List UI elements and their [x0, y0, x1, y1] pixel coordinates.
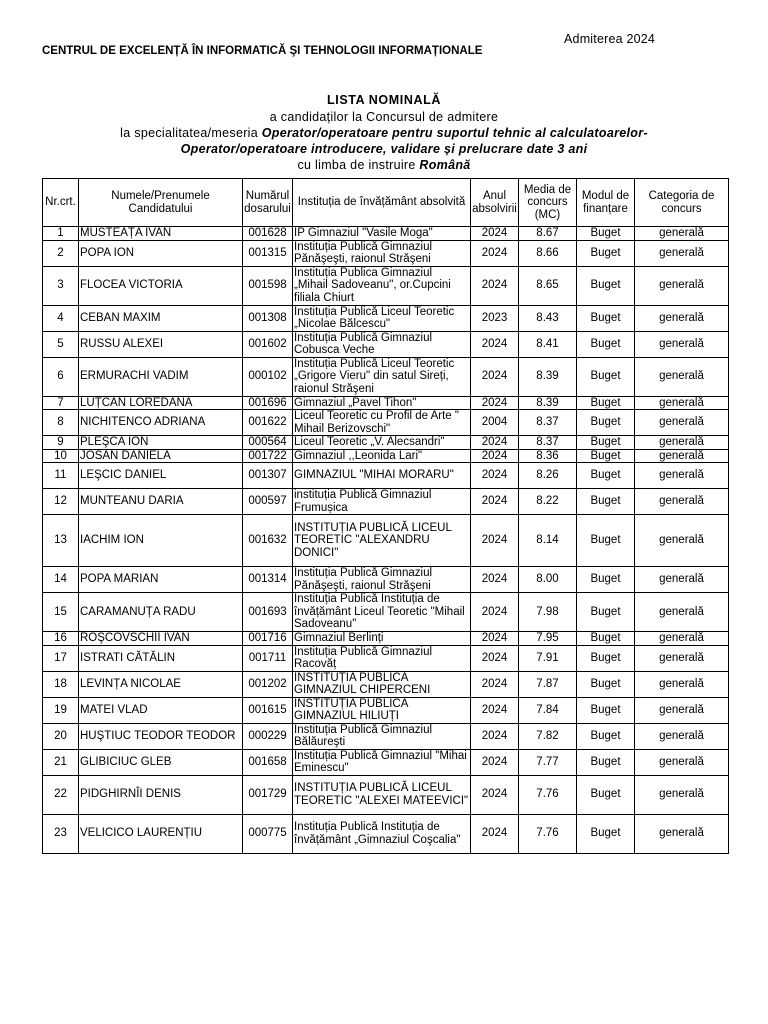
table-row [43, 489, 729, 515]
institution-name: CENTRUL DE EXCELENȚĂ ÎN INFORMATICĂ ŞI TEHNOLOGII INFORMAȚIONALE [42, 45, 483, 57]
institution-cell: Instituția Publică Gimnaziul Pănăşeşti, raionul Străşeni [293, 240, 471, 266]
table-row [43, 305, 729, 331]
table-row [43, 567, 729, 593]
header-name: Numele/Prenumele Candidatului [79, 179, 243, 227]
row-number-cell: 15 [43, 593, 79, 632]
table-row [43, 357, 729, 396]
graduation-year-cell: 2024 [471, 240, 519, 266]
graduation-year-cell: 2023 [471, 305, 519, 331]
file-number-cell: 001315 [243, 240, 293, 266]
specialty-prefix: la specialitatea/meseria [120, 126, 258, 140]
row-number-cell: 11 [43, 463, 79, 489]
file-number-cell: 001615 [243, 697, 293, 723]
graduation-year-cell: 2024 [471, 697, 519, 723]
header-institution: Instituția de învățământ absolvită [293, 179, 471, 227]
file-number-cell: 001307 [243, 463, 293, 489]
row-number-cell: 4 [43, 305, 79, 331]
table-header-row [43, 179, 729, 227]
candidate-name-cell: MUNTEANU DARIA [79, 489, 243, 515]
funding-mode-cell: Buget [577, 593, 635, 632]
category-cell: generală [635, 489, 729, 515]
row-number-cell: 21 [43, 749, 79, 775]
candidate-name-cell: NICHITENCO ADRIANA [79, 410, 243, 436]
table-row [43, 463, 729, 489]
table-row [43, 410, 729, 436]
institution-cell: Instituția Publică Liceul Teoretic „Grigore Vieru" din satul Sireți, raionul Străşeni [293, 357, 471, 396]
funding-mode-cell: Buget [577, 645, 635, 671]
category-cell: generală [635, 593, 729, 632]
funding-mode-cell: Buget [577, 357, 635, 396]
average-score-cell: 8.37 [519, 410, 577, 436]
funding-mode-cell: Buget [577, 305, 635, 331]
category-cell: generală [635, 775, 729, 814]
file-number-cell: 000102 [243, 357, 293, 396]
candidate-name-cell: ISTRATI CĂTĂLIN [79, 645, 243, 671]
funding-mode-cell: Buget [577, 266, 635, 305]
category-cell: generală [635, 305, 729, 331]
average-score-cell: 7.84 [519, 697, 577, 723]
institution-cell: Instituția Publică Gimnaziul "Mihai Eminescu" [293, 749, 471, 775]
average-score-cell: 8.41 [519, 331, 577, 357]
graduation-year-cell: 2024 [471, 671, 519, 697]
average-score-cell: 8.43 [519, 305, 577, 331]
file-number-cell: 001632 [243, 515, 293, 567]
file-number-cell: 000564 [243, 436, 293, 450]
category-cell: generală [635, 632, 729, 646]
table-row [43, 632, 729, 646]
category-cell: generală [635, 410, 729, 436]
average-score-cell: 8.66 [519, 240, 577, 266]
institution-cell: Instituția Publică Gimnaziul Pănăşeşti, raionul Străşeni [293, 567, 471, 593]
row-number-cell: 8 [43, 410, 79, 436]
table-row [43, 593, 729, 632]
institution-cell: IP Gimnaziul "Vasile Moga" [293, 227, 471, 241]
candidates-table [42, 178, 729, 854]
candidate-name-cell: PLEŞCA ION [79, 436, 243, 450]
average-score-cell: 7.82 [519, 723, 577, 749]
file-number-cell: 001622 [243, 410, 293, 436]
row-number-cell: 3 [43, 266, 79, 305]
funding-mode-cell: Buget [577, 463, 635, 489]
average-score-cell: 7.98 [519, 593, 577, 632]
average-score-cell: 8.26 [519, 463, 577, 489]
institution-cell: Instituția Publică Gimnaziul Racovăț [293, 645, 471, 671]
table-row [43, 331, 729, 357]
specialty-name: Operator/operatoare pentru suportul tehnic al calculatoarelor- [261, 126, 648, 140]
candidate-name-cell: ERMURACHI VADIM [79, 357, 243, 396]
average-score-cell: 8.67 [519, 227, 577, 241]
table-row [43, 396, 729, 410]
graduation-year-cell: 2024 [471, 515, 519, 567]
category-cell: generală [635, 463, 729, 489]
average-score-cell: 7.77 [519, 749, 577, 775]
file-number-cell: 000597 [243, 489, 293, 515]
candidate-name-cell: LEŞCIC DANIEL [79, 463, 243, 489]
average-score-cell: 8.39 [519, 396, 577, 410]
institution-cell: Instituția Publică Liceul Teoretic „Nicolae Bălcescu" [293, 305, 471, 331]
funding-mode-cell: Buget [577, 567, 635, 593]
candidate-name-cell: POPA ION [79, 240, 243, 266]
funding-mode-cell: Buget [577, 814, 635, 853]
file-number-cell: 001598 [243, 266, 293, 305]
average-score-cell: 7.91 [519, 645, 577, 671]
category-cell: generală [635, 697, 729, 723]
average-score-cell: 7.95 [519, 632, 577, 646]
candidate-name-cell: JOSAN DANIELA [79, 449, 243, 463]
category-cell: generală [635, 449, 729, 463]
candidate-name-cell: IACHIM ION [79, 515, 243, 567]
table-row [43, 645, 729, 671]
funding-mode-cell: Buget [577, 697, 635, 723]
average-score-cell: 8.65 [519, 266, 577, 305]
document-label: Admiterea 2024 [564, 32, 656, 46]
graduation-year-cell: 2024 [471, 567, 519, 593]
institution-cell: Instituția Publică Instituția de învățământ „Gimnaziul Coşcalia" [293, 814, 471, 853]
funding-mode-cell: Buget [577, 489, 635, 515]
category-cell: generală [635, 331, 729, 357]
row-number-cell: 12 [43, 489, 79, 515]
graduation-year-cell: 2024 [471, 723, 519, 749]
file-number-cell: 001602 [243, 331, 293, 357]
funding-mode-cell: Buget [577, 240, 635, 266]
institution-cell: Liceul Teoretic cu Profil de Arte " Mihail Berizovschi" [293, 410, 471, 436]
graduation-year-cell: 2024 [471, 357, 519, 396]
funding-mode-cell: Buget [577, 749, 635, 775]
table-row [43, 240, 729, 266]
row-number-cell: 7 [43, 396, 79, 410]
institution-cell: GIMNAZIUL "MIHAI MORARU" [293, 463, 471, 489]
candidate-name-cell: MATEI VLAD [79, 697, 243, 723]
funding-mode-cell: Buget [577, 775, 635, 814]
row-number-cell: 10 [43, 449, 79, 463]
table-row [43, 749, 729, 775]
funding-mode-cell: Buget [577, 331, 635, 357]
candidate-name-cell: LEVINȚA NICOLAE [79, 671, 243, 697]
category-cell: generală [635, 396, 729, 410]
institution-cell: INSTITUȚIA PUBLICĂ LICEUL TEORETIC "ALEXANDRU DONICI" [293, 515, 471, 567]
graduation-year-cell: 2024 [471, 449, 519, 463]
row-number-cell: 16 [43, 632, 79, 646]
funding-mode-cell: Buget [577, 632, 635, 646]
file-number-cell: 001711 [243, 645, 293, 671]
row-number-cell: 20 [43, 723, 79, 749]
row-number-cell: 13 [43, 515, 79, 567]
subtitle-line: a candidaților la Concursul de admitere [269, 110, 499, 124]
institution-cell: Instituția Publică Gimnaziul Bălăureşti [293, 723, 471, 749]
candidate-name-cell: VELICICO LAURENȚIU [79, 814, 243, 853]
graduation-year-cell: 2024 [471, 266, 519, 305]
table-row [43, 697, 729, 723]
category-cell: generală [635, 567, 729, 593]
file-number-cell: 000775 [243, 814, 293, 853]
institution-cell: Instituția Publică Gimnaziul Cobusca Veche [293, 331, 471, 357]
row-number-cell: 9 [43, 436, 79, 450]
graduation-year-cell: 2024 [471, 331, 519, 357]
table-row [43, 266, 729, 305]
institution-cell: Instituția Publica Gimnaziul „Mihail Sadoveanu", or.Cupcini filiala Chiurt [293, 266, 471, 305]
file-number-cell: 001696 [243, 396, 293, 410]
list-title: LISTA NOMINALĂ [327, 93, 441, 107]
candidate-name-cell: GLIBICIUC GLEB [79, 749, 243, 775]
file-number-cell: 001308 [243, 305, 293, 331]
candidate-name-cell: FLOCEA VICTORIA [79, 266, 243, 305]
table-row [43, 775, 729, 814]
row-number-cell: 5 [43, 331, 79, 357]
average-score-cell: 7.76 [519, 814, 577, 853]
row-number-cell: 22 [43, 775, 79, 814]
header-category: Categoria de concurs [635, 179, 729, 227]
graduation-year-cell: 2024 [471, 814, 519, 853]
institution-cell: INSTITUȚIA PUBLICĂ GIMNAZIUL HILIUȚI [293, 697, 471, 723]
file-number-cell: 001729 [243, 775, 293, 814]
category-cell: generală [635, 814, 729, 853]
funding-mode-cell: Buget [577, 227, 635, 241]
average-score-cell: 8.00 [519, 567, 577, 593]
candidate-name-cell: LUȚCAN LOREDANA [79, 396, 243, 410]
graduation-year-cell: 2024 [471, 632, 519, 646]
candidate-name-cell: PIDGHIRNÎI DENIS [79, 775, 243, 814]
table-row [43, 723, 729, 749]
header-nr: Nr.crt. [43, 179, 79, 227]
row-number-cell: 18 [43, 671, 79, 697]
institution-cell: Liceul Teoretic „V. Alecsandri" [293, 436, 471, 450]
candidate-name-cell: HUŞTIUC TEODOR TEODOR [79, 723, 243, 749]
file-number-cell: 001716 [243, 632, 293, 646]
file-number-cell: 000229 [243, 723, 293, 749]
institution-cell: instituția Publică Gimnaziul Frumușica [293, 489, 471, 515]
language-line [0, 158, 768, 172]
funding-mode-cell: Buget [577, 449, 635, 463]
institution-cell: Gimnaziul „Pavel Tihon" [293, 396, 471, 410]
row-number-cell: 17 [43, 645, 79, 671]
funding-mode-cell: Buget [577, 436, 635, 450]
file-number-cell: 001628 [243, 227, 293, 241]
language-value: Română [419, 158, 471, 172]
table-row [43, 814, 729, 853]
file-number-cell: 001722 [243, 449, 293, 463]
graduation-year-cell: 2024 [471, 396, 519, 410]
table-row [43, 671, 729, 697]
category-cell: generală [635, 515, 729, 567]
graduation-year-cell: 2024 [471, 593, 519, 632]
average-score-cell: 8.36 [519, 449, 577, 463]
graduation-year-cell: 2024 [471, 645, 519, 671]
graduation-year-cell: 2004 [471, 410, 519, 436]
graduation-year-cell: 2024 [471, 775, 519, 814]
file-number-cell: 001693 [243, 593, 293, 632]
category-cell: generală [635, 227, 729, 241]
average-score-cell: 8.14 [519, 515, 577, 567]
header-graduation-year: Anul absolvirii [471, 179, 519, 227]
graduation-year-cell: 2024 [471, 489, 519, 515]
table-row [43, 449, 729, 463]
row-number-cell: 2 [43, 240, 79, 266]
average-score-cell: 7.76 [519, 775, 577, 814]
row-number-cell: 1 [43, 227, 79, 241]
institution-cell: INSTITUȚIA PUBLICĂ GIMNAZIUL CHIPERCENI [293, 671, 471, 697]
average-score-cell: 8.22 [519, 489, 577, 515]
average-score-cell: 8.39 [519, 357, 577, 396]
graduation-year-cell: 2024 [471, 227, 519, 241]
graduation-year-cell: 2024 [471, 463, 519, 489]
header-funding: Modul de finanțare [577, 179, 635, 227]
candidate-name-cell: CARAMANUȚA RADU [79, 593, 243, 632]
row-number-cell: 6 [43, 357, 79, 396]
average-score-cell: 8.37 [519, 436, 577, 450]
category-cell: generală [635, 645, 729, 671]
row-number-cell: 19 [43, 697, 79, 723]
table-row [43, 227, 729, 241]
institution-cell: Gimnaziul ,,Leonida Lari" [293, 449, 471, 463]
category-cell: generală [635, 240, 729, 266]
category-cell: generală [635, 671, 729, 697]
candidate-name-cell: ROŞCOVSCHII IVAN [79, 632, 243, 646]
file-number-cell: 001658 [243, 749, 293, 775]
candidate-name-cell: MUSTEAȚA IVAN [79, 227, 243, 241]
specialty-name-continued: Operator/operatoare introducere, validare și prelucrare date 3 ani [180, 142, 588, 156]
candidate-name-cell: RUSSU ALEXEI [79, 331, 243, 357]
table-body [43, 227, 729, 854]
graduation-year-cell: 2024 [471, 436, 519, 450]
table-row [43, 436, 729, 450]
table-row [43, 515, 729, 567]
average-score-cell: 7.87 [519, 671, 577, 697]
funding-mode-cell: Buget [577, 396, 635, 410]
file-number-cell: 001202 [243, 671, 293, 697]
row-number-cell: 23 [43, 814, 79, 853]
institution-cell: INSTITUȚIA PUBLICĂ LICEUL TEORETIC "ALEXEI MATEEVICI" [293, 775, 471, 814]
specialty-line [0, 126, 768, 140]
funding-mode-cell: Buget [577, 410, 635, 436]
language-prefix: cu limba de instruire [297, 158, 416, 172]
funding-mode-cell: Buget [577, 723, 635, 749]
candidate-name-cell: POPA MARIAN [79, 567, 243, 593]
category-cell: generală [635, 266, 729, 305]
funding-mode-cell: Buget [577, 671, 635, 697]
row-number-cell: 14 [43, 567, 79, 593]
header-file-number: Numărul dosarului [243, 179, 293, 227]
category-cell: generală [635, 357, 729, 396]
file-number-cell: 001314 [243, 567, 293, 593]
funding-mode-cell: Buget [577, 515, 635, 567]
institution-cell: Instituția Publică Instituția de învățământ Liceul Teoretic "Mihail Sadoveanu" [293, 593, 471, 632]
institution-cell: Gimnaziul Berlinți [293, 632, 471, 646]
category-cell: generală [635, 436, 729, 450]
category-cell: generală [635, 749, 729, 775]
candidate-name-cell: CEBAN MAXIM [79, 305, 243, 331]
graduation-year-cell: 2024 [471, 749, 519, 775]
category-cell: generală [635, 723, 729, 749]
header-average: Media de concurs (MC) [519, 179, 577, 227]
